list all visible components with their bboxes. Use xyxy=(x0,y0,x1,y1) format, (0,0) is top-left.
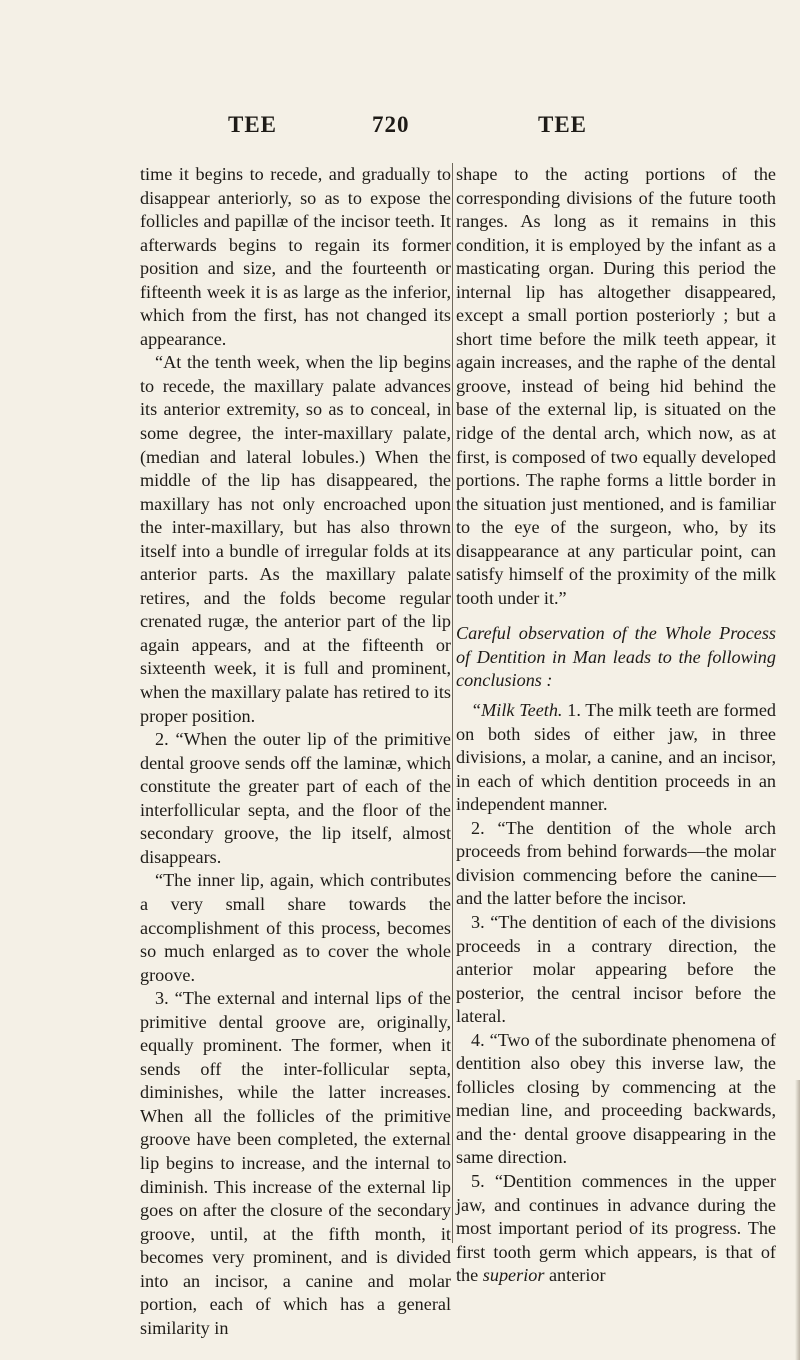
header-right-word: TEE xyxy=(538,112,588,137)
left-paragraph-1: time it begins to recede, and gradually to disappear anteriorly, so as to expose the follicles and papillæ of the incisor teeth. It afterwards begins to regain its former position and size, and the fourteenth or fifteenth week it is as large as the inferior, which from the first, has not changed its appearance. xyxy=(140,164,451,349)
column-divider xyxy=(452,163,453,1243)
left-column xyxy=(140,163,451,1340)
right-paragraph-2: 2. “The dentition of the whole arch proceeds from behind forwards—the molar division commencing before the canine—and the latter before the incisor. xyxy=(456,817,776,909)
running-header xyxy=(0,112,800,142)
para5-text-b: anterior xyxy=(544,1265,606,1286)
section-heading: Careful observation of the Whole Process of Dentition in Man leads to the following conclusions : xyxy=(456,623,776,691)
left-paragraph-3: 2. “When the outer lip of the primitive dental groove sends off the laminæ, which constitute the greater part of each of the interfollicular septa, and the floor of the secondary groove, the lip itself, almost disappears. xyxy=(140,729,451,867)
right-paragraph-4: 4. “Two of the subordinate phenomena of dentition also obey this inverse law, the follicles closing by commencing at the median line, and proceeding backwards, and the· dental groove disappearing in the same direction. xyxy=(456,1029,776,1168)
page-edge-shadow xyxy=(795,1080,800,1360)
milk-teeth-paragraph xyxy=(456,699,776,817)
para5-text-a: 5. “Dentition commences in the upper jaw, and continues in advance during the most important period of its progress. The first tooth germ which appears, is that of the xyxy=(456,1170,776,1286)
header-left-word: TEE xyxy=(228,112,278,137)
right-paragraph-1: shape to the acting portions of the corresponding divisions of the future tooth ranges. As long as it remains in this condition, it is employed by the infant as a masticating organ. During this period the internal lip has altogether disappeared, except a small portion posteriorly ; but a short time before the milk teeth appear, it again increases, and the raphe of the dental groove, instead of being hid behind the base of the external lip, is situated on the ridge of the dental arch, which now, as at first, is composed of two equally developed portions. The raphe forms a little border in the situation just mentioned, and is familiar to the eye of the surgeon, who, by its disappearance at any particular point, can satisfy himself of the proximity of the milk tooth under it.” xyxy=(456,164,776,608)
right-column xyxy=(456,163,776,1288)
right-paragraph-3: 3. “The dentition of each of the divisions proceeds in a contrary direction, the anterior molar appearing before the posterior, the central incisor before the lateral. xyxy=(456,911,776,1027)
left-paragraph-2: “At the tenth week, when the lip begins to recede, the maxillary palate advances its anterior extremity, so as to conceal, in some degree, the inter-maxillary palate, (median and lateral lobules.) When the middle of the lip has disappeared, the maxillary has not only encroached upon the inter-maxillary, but has also thrown itself into a bundle of irregular folds at its anterior parts. As the maxillary palate retires, and the folds become regular crenated rugæ, the anterior part of the lip again appears, and at the fifteenth or sixteenth week, it is full and prominent, when the maxillary palate has retired to its proper position. xyxy=(140,352,451,726)
milk-teeth-text: 1. The milk teeth are formed on both sides of either jaw, in three divisions, a molar, a canine, and an incisor, in each of which dentition proceeds in an independent manner. xyxy=(456,700,776,815)
left-paragraph-4: “The inner lip, again, which contributes a very small share towards the accomplishment of this process, becomes so much enlarged as to cover the whole groove. xyxy=(140,870,451,985)
para5-emphasis: superior xyxy=(482,1265,545,1286)
page-number: 720 xyxy=(372,112,410,137)
left-paragraph-5: 3. “The external and internal lips of the primitive dental groove are, originally, equally prominent. The former, when it sends off the inter-follicular septa, diminishes, while the latter increases. When all the follicles of the primitive groove have been completed, the external lip begins to increase, and the internal to diminish. This increase of the external lip goes on after the closure of the secondary groove, until, at the fifth month, it becomes very prominent, and is divided into an incisor, a canine and molar portion, each of which has a general similarity in xyxy=(140,988,451,1338)
milk-teeth-label: “Milk Teeth. xyxy=(471,700,563,721)
right-paragraph-5 xyxy=(456,1170,776,1288)
